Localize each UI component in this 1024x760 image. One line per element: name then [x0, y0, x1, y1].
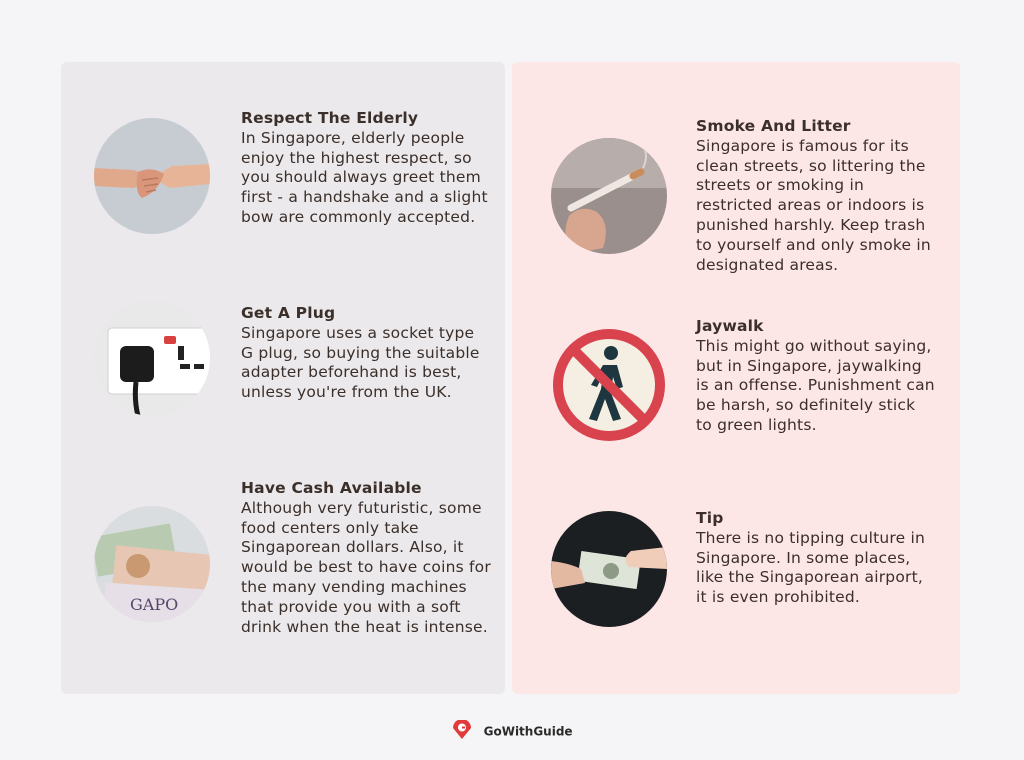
card-body: There is no tipping culture in Singapore. In some places, like the Singaporean airport, it is even prohibited.: [696, 528, 926, 607]
card-body: In Singapore, elderly people enjoy the highest respect, so you should always greet them first - a handshake and a slight bow are commonly accepted.: [241, 128, 488, 226]
card-title: Smoke And Litter: [696, 117, 851, 135]
card-title: Respect The Elderly: [241, 109, 419, 127]
card-body: This might go without saying, but in Singapore, jaywalking is an offense. Punishment can be harsh, so definitely stick to green lights.: [696, 336, 935, 434]
card-tip: [696, 509, 936, 608]
card-body: Although very futuristic, some food centers only take Singaporean dollars. Also, it would be best to have coins for the many vending machines that provide you with a soft drink when the heat is intense.: [241, 498, 491, 636]
card-title: Jaywalk: [696, 317, 764, 335]
no-pedestrian-sign: [551, 327, 667, 443]
gowithguide-logo-icon: [451, 720, 473, 743]
card-title: Have Cash Available: [241, 479, 422, 497]
svg-text:GAPO: GAPO: [130, 595, 179, 614]
cash-image: [94, 506, 210, 622]
card-have-cash: [241, 479, 491, 637]
card-body: Singapore uses a socket type G plug, so buying the suitable adapter beforehand is best, unless you're from the UK.: [241, 323, 480, 402]
card-smoke-litter: [696, 117, 936, 275]
card-respect-elderly: [241, 109, 491, 228]
card-get-plug: [241, 304, 491, 403]
card-title: Get A Plug: [241, 304, 336, 322]
card-body: Singapore is famous for its clean streets, so littering the streets or smoking in restricted areas or indoors is punished harshly. Keep trash to yourself and only smoke in designated areas.: [696, 136, 931, 274]
cash-tip-image: [551, 511, 667, 627]
plug-socket-image: [94, 300, 210, 416]
cigarette-image: [551, 138, 667, 254]
footer: [0, 720, 1024, 743]
card-jaywalk: [696, 317, 936, 436]
brand-name[interactable]: GoWithGuide: [483, 724, 573, 739]
card-title: Tip: [696, 509, 724, 527]
handshake-image: [94, 118, 210, 234]
